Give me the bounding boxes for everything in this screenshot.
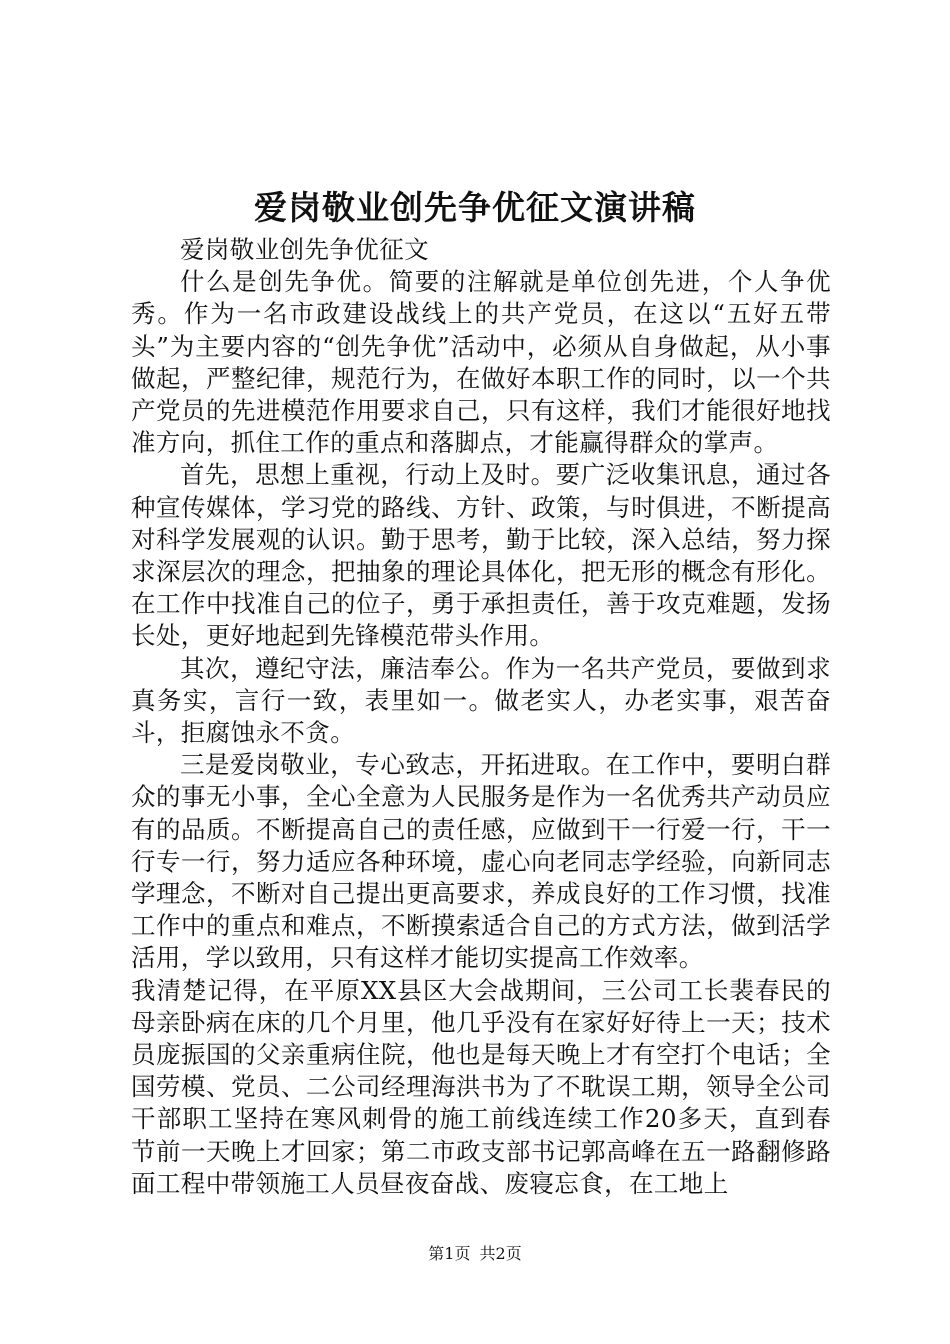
- page-number-total: 共2页: [479, 1244, 522, 1263]
- paragraph-examples: 我清楚记得，在平原XX县区大会战期间，三公司工长裴春民的母亲卧病在床的几个月里，他几乎没有在家好好待上一天；技术员庞振国的父亲重病住院，他也是每天晚上才有空打个电话；全国劳模、党员、二公司经理海洪书为了不耽误工期，领导全公司干部职工坚持在寒风刺骨的施工前线连续工作20多天，直到春节前一天晚上才回家；第二市政支部书记郭高峰在五一路翻修路面工程中带领施工人员昼夜奋战、废寝忘食，在工地上: [131, 975, 831, 1198]
- document-title: 爱岗敬业创先争优征文演讲稿: [254, 188, 696, 227]
- paragraph-third: 三是爱岗敬业，专心致志，开拓进取。在工作中，要明白群众的事无小事，全心全意为人民服务是作为一名优秀共产动员应有的品质。不断提高自己的责任感，应做到干一行爱一行，干一行专一行，努力适应各种环境，虚心向老同志学经验，向新同志学理念，不断对自己提出更高要求，养成良好的工作习惯，找准工作中的重点和难点，不断摸索适合自己的方式方法，做到活学活用，学以致用，只有这样才能切实提高工作效率。: [131, 750, 831, 973]
- paragraph-first: 首先，思想上重视，行动上及时。要广泛收集讯息，通过各种宣传媒体，学习党的路线、方针、政策，与时俱进，不断提高对科学发展观的认识。勤于思考，勤于比较，深入总结，努力探求深层次的理念，把抽象的理论具体化，把无形的概念有形化。在工作中找准自己的位子，勇于承担责任，善于攻克难题，发扬长处，更好地起到先锋模范带头作用。: [131, 460, 831, 651]
- paragraph-second: 其次，遵纪守法，廉洁奉公。作为一名共产党员，要做到求真务实，言行一致，表里如一。做老实人，办老实事，艰苦奋斗，拒腐蚀永不贪。: [131, 653, 831, 748]
- page-number-current: 第1页: [428, 1244, 471, 1263]
- document-body: [131, 234, 831, 1200]
- paragraph-intro: 什么是创先争优。简要的注解就是单位创先进，个人争优秀。作为一名市政建设战线上的共产党员，在这以“五好五带头”为主要内容的“创先争优”活动中，必须从自身做起，从小事做起，严整纪律，规范行为，在做好本职工作的同时，以一个共产党员的先进模范作用要求自己，只有这样，我们才能很好地找准方向，抓住工作的重点和落脚点，才能赢得群众的掌声。: [131, 267, 831, 458]
- subtitle-paragraph: 爱岗敬业创先争优征文: [180, 235, 429, 264]
- page-footer: [0, 1243, 950, 1265]
